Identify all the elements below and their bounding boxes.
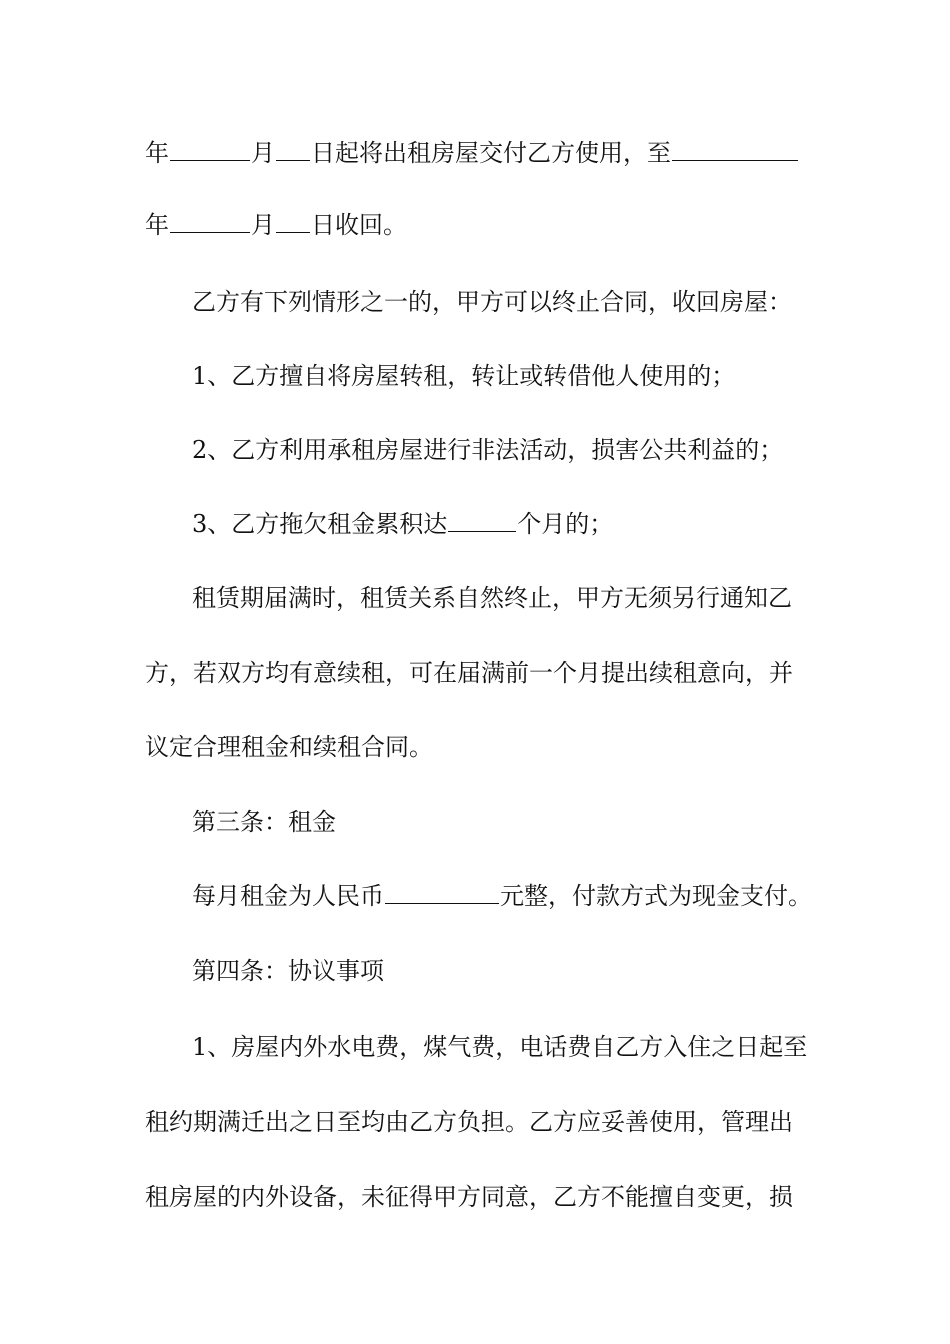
paragraph-line [192,879,862,913]
fill-blank [385,902,499,904]
fill-blank [170,159,250,161]
section-heading: 第三条：租金 [192,808,336,836]
list-item [192,507,862,541]
paragraph-line [145,136,815,170]
text-segment: 日起将出租房屋交付乙方使用，至 [311,139,671,167]
text-segment: 个月的； [517,510,614,538]
paragraph-line: 议定合理租金和续租合同。 [145,733,433,761]
paragraph-line: 乙方有下列情形之一的，甲方可以终止合同，收回房屋： [192,288,792,316]
paragraph-line: 方，若双方均有意续租，可在届满前一个月提出续租意向，并 [145,659,793,687]
list-item: 1、乙方擅自将房屋转租，转让或转借他人使用的； [192,362,736,390]
text-segment: 元整，付款方式为现金支付。 [500,882,812,910]
text-segment: 年 [145,211,169,239]
section-heading: 第四条：协议事项 [192,957,384,985]
text-segment: 日收回。 [311,211,407,239]
text-segment: 每月租金为人民币 [192,882,384,910]
fill-blank [276,159,310,161]
text-segment: 月 [251,211,275,239]
list-item: 2、乙方利用承租房屋进行非法活动，损害公共利益的； [192,436,784,464]
fill-blank [672,159,798,161]
paragraph-line: 租房屋的内外设备，未征得甲方同意，乙方不能擅自变更，损 [145,1183,793,1211]
list-item: 1、房屋内外水电费，煤气费，电话费自乙方入住之日起至 [192,1033,808,1061]
fill-blank [276,231,310,233]
text-segment: 年 [145,139,169,167]
text-segment: 月 [251,139,275,167]
fill-blank [170,231,250,233]
paragraph-line [145,208,815,242]
paragraph-line: 租赁期届满时，租赁关系自然终止，甲方无须另行通知乙 [192,584,792,612]
fill-blank [448,530,516,532]
text-segment: 3、乙方拖欠租金累积达 [192,510,448,538]
paragraph-line: 租约期满迁出之日至均由乙方负担。乙方应妥善使用，管理出 [145,1108,793,1136]
